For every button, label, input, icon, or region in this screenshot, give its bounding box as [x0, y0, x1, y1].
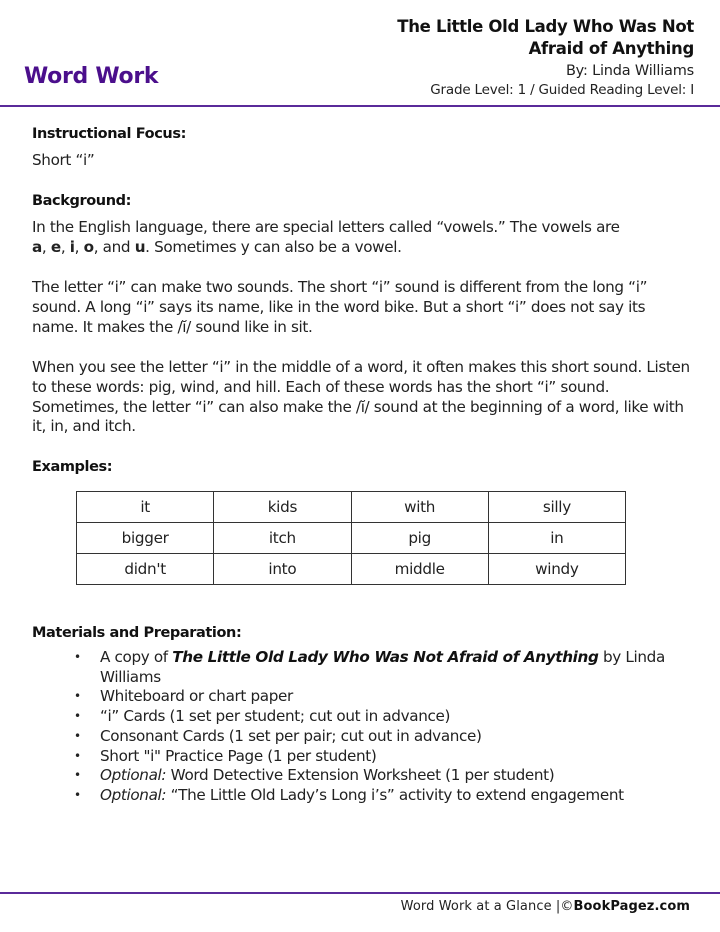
- table-cell: kids: [214, 492, 351, 523]
- bullet-icon: •: [74, 709, 81, 724]
- book-title-reference: The Little Old Lady Who Was Not Afraid of Anything: [172, 648, 599, 666]
- list-item: [68, 766, 688, 786]
- bullet-icon: •: [74, 768, 81, 783]
- separator: ,: [74, 237, 84, 256]
- bullet-icon: •: [74, 748, 81, 763]
- materials-list: [68, 648, 688, 806]
- table-cell: it: [77, 492, 214, 523]
- footer-label: Word Work at a Glance |: [400, 899, 561, 914]
- list-item: [68, 727, 688, 747]
- background-paragraph-3: When you see the letter “i” in the middle of a word, it often makes this short sound. Listen to these words: pig, wind, and hill. Each of these words has the short “i” sound. Sometimes, the letter “i” can also make the /ĭ/ sound at the beginning of a word, like with it, in, and itch.: [32, 358, 690, 436]
- separator: ,: [60, 237, 70, 256]
- grade-level: Grade Level: 1 / Guided Reading Level: I: [430, 82, 694, 98]
- item-text: “i” Cards (1 set per student; cut out in advance): [100, 707, 451, 726]
- list-item: [68, 786, 688, 806]
- materials-heading: Materials and Preparation:: [32, 625, 242, 641]
- footer-brand: BookPagez.com: [573, 899, 690, 914]
- item-text: “The Little Old Lady’s Long i’s” activity to extend engagement: [166, 785, 624, 804]
- book-author: By: Linda Williams: [565, 63, 694, 79]
- background-p1-tail: . Sometimes y can also be a vowel.: [145, 237, 402, 256]
- table-cell: windy: [488, 554, 625, 585]
- vowel-i: i: [69, 237, 75, 256]
- section-title: Word Work: [24, 64, 159, 89]
- table-cell: bigger: [77, 523, 214, 554]
- vowel-u: u: [134, 237, 146, 256]
- table-cell: in: [488, 523, 625, 554]
- separator: , and: [93, 237, 135, 256]
- list-item: [68, 648, 688, 687]
- footer-divider: [0, 892, 720, 894]
- item-text: Word Detective Extension Worksheet (1 per student): [166, 766, 555, 785]
- table-cell: middle: [351, 554, 488, 585]
- book-info: [397, 16, 694, 99]
- background-paragraph-2: The letter “i” can make two sounds. The short “i” sound is different from the long “i” sound. A long “i” says its name, like in the word bike. But a short “i” does not say its name. It makes the /ĭ/ sound like in sit.: [32, 278, 648, 336]
- copyright-icon: ©: [560, 899, 574, 914]
- background-heading: Background:: [32, 193, 131, 209]
- table-cell: silly: [488, 492, 625, 523]
- bullet-icon: •: [74, 787, 81, 802]
- vowel-o: o: [83, 237, 94, 256]
- table-cell: itch: [214, 523, 351, 554]
- table-cell: pig: [351, 523, 488, 554]
- separator: ,: [41, 237, 51, 256]
- focus-value: Short “i”: [32, 151, 95, 169]
- table-cell: didn't: [77, 554, 214, 585]
- table-row: [77, 554, 626, 585]
- page-footer: [401, 899, 690, 914]
- item-text: A copy of: [100, 648, 173, 666]
- item-text: Consonant Cards (1 set per pair; cut out in advance): [100, 726, 482, 745]
- table-cell: with: [351, 492, 488, 523]
- item-text: Whiteboard or chart paper: [100, 687, 293, 706]
- book-title-line-2: Afraid of Anything: [528, 39, 694, 58]
- vowel-e: e: [50, 237, 61, 256]
- list-item: [68, 747, 688, 767]
- focus-heading: Instructional Focus:: [32, 126, 186, 142]
- optional-label: Optional:: [100, 785, 167, 804]
- background-paragraph-1: [32, 218, 692, 258]
- table-row: [77, 492, 626, 523]
- book-title-line-1: The Little Old Lady Who Was Not: [397, 17, 694, 36]
- bullet-icon: •: [74, 728, 81, 743]
- header-divider: [0, 105, 720, 107]
- bullet-icon: •: [74, 689, 81, 704]
- examples-heading: Examples:: [32, 459, 113, 475]
- table-row: [77, 523, 626, 554]
- background-p1-text: In the English language, there are special letters called “vowels.” The vowels are: [32, 218, 620, 236]
- item-text: by Linda Williams: [100, 648, 665, 686]
- optional-label: Optional:: [100, 766, 167, 785]
- table-cell: into: [214, 554, 351, 585]
- vowel-a: a: [32, 237, 42, 256]
- list-item: [68, 687, 688, 707]
- page-header: [0, 0, 720, 108]
- item-text: Short "i" Practice Page (1 per student): [100, 746, 377, 765]
- bullet-icon: •: [74, 650, 81, 664]
- examples-table: [76, 491, 626, 585]
- list-item: [68, 707, 688, 727]
